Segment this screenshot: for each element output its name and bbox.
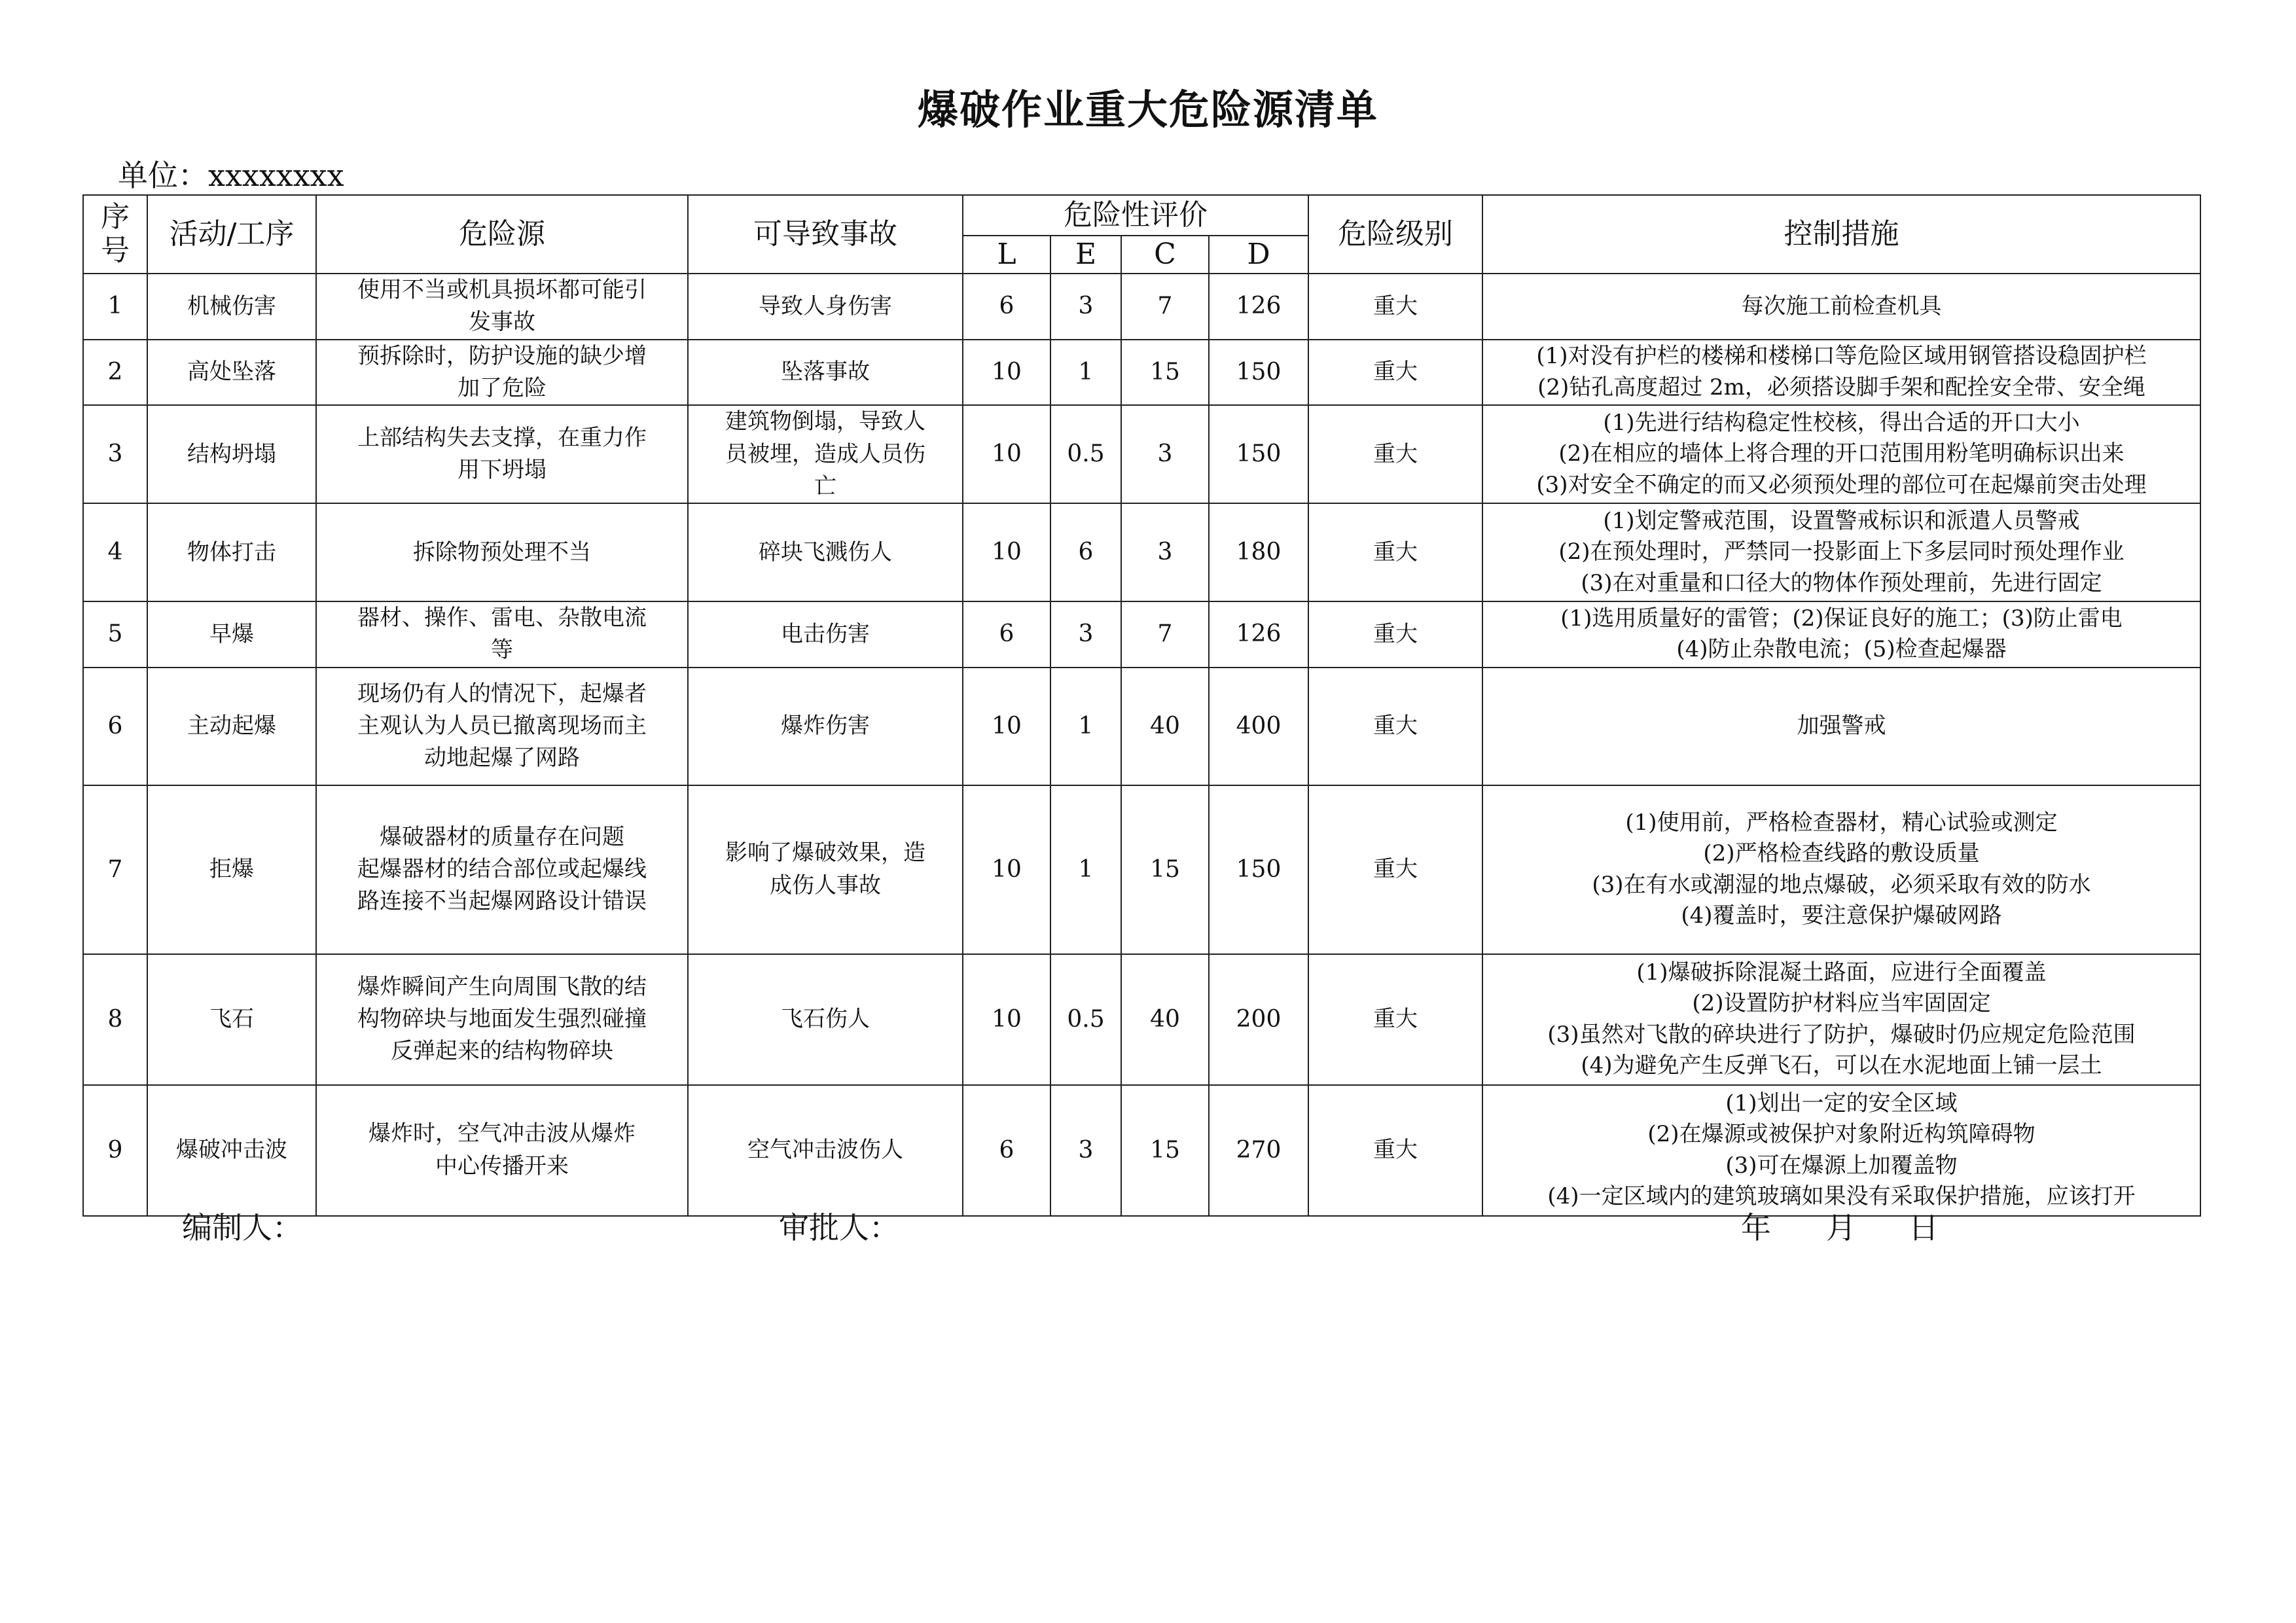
control-line: (3)可在爆源上加覆盖物	[1725, 1152, 1958, 1179]
hazard-line: 反弹起来的结构物碎块	[391, 1038, 613, 1065]
cell-activity: 拒爆	[147, 785, 316, 954]
accident-line: 导致人身伤害	[759, 293, 892, 319]
accident-line: 空气冲击波伤人	[747, 1137, 903, 1164]
header-activity: 活动/工序	[147, 195, 316, 274]
cell-activity: 主动起爆	[147, 668, 316, 785]
hazard-line: 发事故	[469, 309, 535, 336]
cell-E: 1	[1050, 340, 1121, 406]
cell-activity: 早爆	[147, 601, 316, 668]
accident-line: 建筑物倒塌，导致人	[725, 408, 925, 435]
cell-accident	[688, 601, 963, 668]
accident-line: 爆炸伤害	[781, 713, 870, 740]
cell-level: 重大	[1308, 274, 1482, 340]
header-seq: 序号	[83, 195, 147, 274]
table-row	[83, 274, 2200, 340]
cell-control	[1482, 954, 2200, 1085]
hazard-line: 现场仍有人的情况下，起爆者	[357, 680, 647, 707]
control-line: (1)划定警戒范围，设置警戒标识和派遣人员警戒	[1603, 507, 2080, 534]
cell-D: 126	[1209, 274, 1308, 340]
unit-label: 单位：xxxxxxxx	[118, 158, 344, 193]
date-day: 日	[1909, 1210, 1939, 1245]
cell-activity: 结构坍塌	[147, 405, 316, 503]
hazard-line: 爆炸时，空气冲击波从爆炸	[368, 1120, 636, 1147]
cell-activity: 飞石	[147, 954, 316, 1085]
cell-hazard	[316, 274, 688, 340]
control-line: (4)覆盖时，要注意保护爆破网路	[1681, 902, 2002, 929]
cell-control	[1482, 405, 2200, 503]
cell-activity: 高处坠落	[147, 340, 316, 406]
cell-hazard	[316, 405, 688, 503]
hazard-line: 拆除物预处理不当	[413, 539, 591, 565]
cell-control	[1482, 274, 2200, 340]
cell-control	[1482, 668, 2200, 785]
page-title: 爆破作业重大危险源清单	[917, 86, 1378, 134]
cell-control	[1482, 1085, 2200, 1216]
hazard-line: 预拆除时，防护设施的缺少增	[357, 342, 647, 369]
cell-E: 3	[1050, 601, 1121, 668]
cell-C: 40	[1121, 668, 1209, 785]
table-row	[83, 601, 2200, 668]
cell-E: 1	[1050, 668, 1121, 785]
cell-D: 270	[1209, 1085, 1308, 1216]
control-line: (3)虽然对飞散的碎块进行了防护，爆破时仍应规定危险范围	[1547, 1021, 2136, 1048]
cell-seq: 9	[83, 1085, 147, 1216]
cell-accident	[688, 785, 963, 954]
cell-control	[1482, 601, 2200, 668]
cell-E: 0.5	[1050, 405, 1121, 503]
accident-line: 员被埋，造成人员伤	[725, 440, 925, 467]
header-evaluation: 危险性评价	[963, 195, 1308, 236]
control-line: (2)设置防护材料应当牢固固定	[1692, 990, 1991, 1017]
hazard-line: 器材、操作、雷电、杂散电流	[357, 605, 647, 632]
cell-seq: 6	[83, 668, 147, 785]
cell-L: 10	[963, 954, 1050, 1085]
approver-label: 审批人：	[779, 1210, 899, 1245]
cell-hazard	[316, 503, 688, 601]
cell-hazard	[316, 668, 688, 785]
cell-seq: 1	[83, 274, 147, 340]
cell-E: 3	[1050, 1085, 1121, 1216]
table-row	[83, 503, 2200, 601]
cell-C: 15	[1121, 1085, 1209, 1216]
cell-level: 重大	[1308, 340, 1482, 406]
cell-L: 6	[963, 1085, 1050, 1216]
cell-seq: 4	[83, 503, 147, 601]
control-line: (2)钻孔高度超过 2m，必须搭设脚手架和配拴安全带、安全绳	[1537, 374, 2145, 401]
table-row	[83, 668, 2200, 785]
accident-line: 成伤人事故	[770, 872, 881, 899]
control-line: 每次施工前检查机具	[1741, 293, 1942, 319]
cell-L: 10	[963, 503, 1050, 601]
cell-activity: 机械伤害	[147, 274, 316, 340]
hazard-table	[82, 194, 2201, 1217]
table-row	[83, 785, 2200, 954]
cell-C: 3	[1121, 405, 1209, 503]
cell-hazard	[316, 954, 688, 1085]
header-D: D	[1209, 236, 1308, 274]
cell-D: 400	[1209, 668, 1308, 785]
cell-C: 40	[1121, 954, 1209, 1085]
cell-D: 126	[1209, 601, 1308, 668]
accident-line: 飞石伤人	[781, 1006, 870, 1033]
cell-D: 150	[1209, 785, 1308, 954]
cell-hazard	[316, 1085, 688, 1216]
header-C: C	[1121, 236, 1209, 274]
cell-level: 重大	[1308, 1085, 1482, 1216]
hazard-line: 爆炸瞬间产生向周围飞散的结	[357, 973, 647, 1000]
table-row	[83, 405, 2200, 503]
hazard-line: 加了危险	[457, 374, 547, 401]
cell-seq: 8	[83, 954, 147, 1085]
cell-accident	[688, 340, 963, 406]
control-line: (4)一定区域内的建筑玻璃如果没有采取保护措施，应该打开	[1547, 1183, 2136, 1210]
cell-seq: 2	[83, 340, 147, 406]
control-line: (2)严格检查线路的敷设质量	[1703, 840, 1980, 867]
cell-D: 200	[1209, 954, 1308, 1085]
control-line: (2)在相应的墙体上将合理的开口范围用粉笔明确标识出来	[1558, 440, 2125, 467]
cell-C: 3	[1121, 503, 1209, 601]
control-line: (4)为避免产生反弹飞石，可以在水泥地面上铺一层土	[1581, 1052, 2102, 1079]
cell-level: 重大	[1308, 503, 1482, 601]
hazard-line: 用下坍塌	[457, 457, 547, 484]
control-line: (3)对安全不确定的而又必须预处理的部位可在起爆前突击处理	[1536, 471, 2147, 498]
cell-control	[1482, 503, 2200, 601]
cell-hazard	[316, 601, 688, 668]
cell-D: 180	[1209, 503, 1308, 601]
cell-hazard	[316, 785, 688, 954]
cell-level: 重大	[1308, 954, 1482, 1085]
cell-level: 重大	[1308, 601, 1482, 668]
cell-C: 15	[1121, 340, 1209, 406]
header-L: L	[963, 236, 1050, 274]
date-month: 月	[1826, 1210, 1856, 1245]
cell-activity: 物体打击	[147, 503, 316, 601]
header-level: 危险级别	[1308, 195, 1482, 274]
control-line: (1)爆破拆除混凝土路面，应进行全面覆盖	[1636, 959, 2047, 986]
control-line: (2)在爆源或被保护对象附近构筑障碍物	[1647, 1121, 2036, 1148]
hazard-line: 中心传播开来	[435, 1152, 569, 1179]
hazard-line: 上部结构失去支撑，在重力作	[357, 424, 647, 451]
cell-L: 6	[963, 601, 1050, 668]
hazard-line: 构物碎块与地面发生强烈碰撞	[357, 1006, 647, 1033]
cell-accident	[688, 668, 963, 785]
table-row	[83, 340, 2200, 406]
cell-L: 10	[963, 668, 1050, 785]
hazard-line: 路连接不当起爆网路设计错误	[357, 888, 647, 915]
cell-C: 7	[1121, 601, 1209, 668]
cell-hazard	[316, 340, 688, 406]
header-accident: 可导致事故	[688, 195, 963, 274]
table-row	[83, 1085, 2200, 1216]
accident-line: 电击伤害	[781, 620, 870, 647]
cell-control	[1482, 340, 2200, 406]
cell-E: 0.5	[1050, 954, 1121, 1085]
control-line: (1)对没有护栏的楼梯和楼梯口等危险区域用钢管搭设稳固护栏	[1536, 343, 2147, 370]
control-line: (4)防止杂散电流；(5)检查起爆器	[1676, 636, 2007, 663]
compiler-label: 编制人：	[182, 1210, 302, 1245]
cell-activity: 爆破冲击波	[147, 1085, 316, 1216]
cell-C: 15	[1121, 785, 1209, 954]
hazard-line: 使用不当或机具损坏都可能引	[357, 277, 647, 303]
cell-level: 重大	[1308, 668, 1482, 785]
hazard-line: 起爆器材的结合部位或起爆线	[357, 856, 647, 883]
cell-L: 10	[963, 785, 1050, 954]
header-hazard: 危险源	[316, 195, 688, 274]
control-line: (1)先进行结构稳定性校核，得出合适的开口大小	[1603, 409, 2080, 436]
cell-accident	[688, 1085, 963, 1216]
date-year: 年	[1741, 1210, 1771, 1245]
cell-E: 6	[1050, 503, 1121, 601]
cell-D: 150	[1209, 405, 1308, 503]
hazard-line: 爆破器材的质量存在问题	[380, 823, 624, 850]
cell-seq: 3	[83, 405, 147, 503]
cell-D: 150	[1209, 340, 1308, 406]
cell-level: 重大	[1308, 785, 1482, 954]
cell-L: 6	[963, 274, 1050, 340]
control-line: (3)在有水或潮湿的地点爆破，必须采取有效的防水	[1592, 871, 2091, 898]
hazard-line: 动地起爆了网路	[424, 745, 580, 772]
cell-accident	[688, 954, 963, 1085]
control-line: (1)选用质量好的雷管；(2)保证良好的施工；(3)防止雷电	[1560, 605, 2123, 632]
cell-accident	[688, 405, 963, 503]
cell-accident	[688, 503, 963, 601]
cell-E: 3	[1050, 274, 1121, 340]
accident-line: 影响了爆破效果，造	[725, 840, 925, 866]
header-E: E	[1050, 236, 1121, 274]
accident-line: 坠落事故	[781, 359, 870, 385]
hazard-line: 等	[491, 637, 513, 664]
accident-line: 亡	[814, 473, 836, 499]
cell-L: 10	[963, 340, 1050, 406]
hazard-line: 主观认为人员已撤离现场而主	[357, 713, 647, 740]
accident-line: 碎块飞溅伤人	[759, 539, 892, 565]
control-line: (2)在预处理时，严禁同一投影面上下多层同时预处理作业	[1558, 539, 2125, 565]
control-line: (1)使用前，严格检查器材，精心试验或测定	[1625, 809, 2058, 836]
control-line: 加强警戒	[1797, 712, 1886, 739]
table-row	[83, 954, 2200, 1085]
header-control: 控制措施	[1482, 195, 2200, 274]
cell-E: 1	[1050, 785, 1121, 954]
cell-control	[1482, 785, 2200, 954]
cell-level: 重大	[1308, 405, 1482, 503]
control-line: (1)划出一定的安全区域	[1725, 1090, 1958, 1116]
cell-C: 7	[1121, 274, 1209, 340]
cell-accident	[688, 274, 963, 340]
control-line: (3)在对重量和口径大的物体作预处理前，先进行固定	[1581, 569, 2102, 596]
cell-seq: 5	[83, 601, 147, 668]
cell-L: 10	[963, 405, 1050, 503]
cell-seq: 7	[83, 785, 147, 954]
